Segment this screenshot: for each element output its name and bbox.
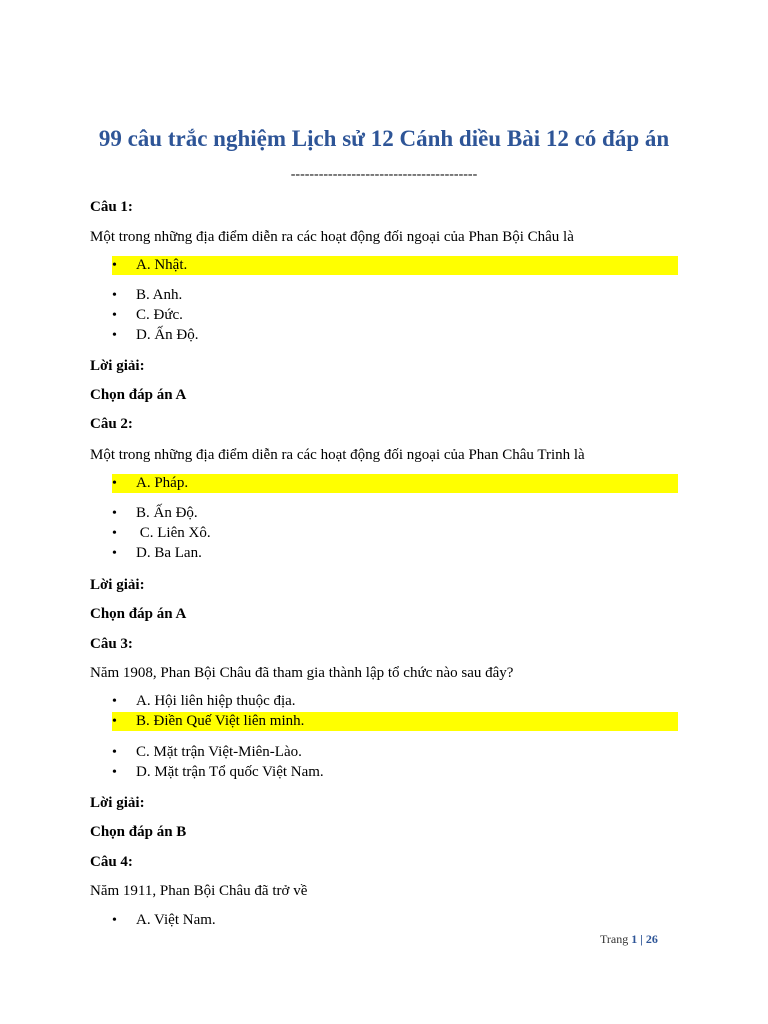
question-3-solution: Chọn đáp án B [90,824,187,840]
option-text: D. Ấn Độ. [136,327,199,343]
bullet-icon: • [112,694,117,709]
bullet-icon: • [112,765,117,780]
bullet-icon: • [112,546,117,561]
question-4-text: Năm 1911, Phan Bội Châu đã trở về [90,883,308,899]
page-word: Trang [600,932,629,946]
total-pages: 26 [645,932,658,946]
bullet-icon: • [112,913,117,928]
question-1-solution-label: Lời giải: [90,358,145,374]
question-1-option-c [112,306,678,325]
question-3-text: Năm 1908, Phan Bội Châu đã tham gia thành lập tổ chức nào sau đây? [90,665,514,681]
question-4-label: Câu 4: [90,854,133,870]
option-text: C. Mặt trận Việt-Miên-Lào. [136,744,302,760]
option-text: C. Liên Xô. [136,525,211,541]
question-1-label: Câu 1: [90,199,133,215]
option-text: D. Mặt trận Tổ quốc Việt Nam. [136,764,324,780]
question-1-option-b [112,286,678,305]
option-text: C. Đức. [136,307,183,323]
bullet-icon: • [112,308,117,323]
bullet-icon: • [112,258,117,273]
bullet-icon: • [112,506,117,521]
option-text: A. Hội liên hiệp thuộc địa. [136,693,296,709]
document-title: 99 câu trắc nghiệm Lịch sử 12 Cánh diều Bài 12 có đáp án [98,126,670,151]
question-2-option-c [112,524,678,543]
question-2-option-b [112,504,678,523]
bullet-icon: • [112,714,117,729]
option-text: A. Nhật. [136,257,188,273]
option-text: A. Việt Nam. [136,912,216,928]
question-1-text: Một trong những địa điểm diễn ra các hoạt động đối ngoại của Phan Bội Châu là [90,229,574,245]
question-3-option-c [112,743,678,762]
question-1-option-a [112,256,678,275]
option-text: A. Pháp. [136,475,189,491]
question-3-option-b [112,712,678,731]
bullet-icon: • [112,745,117,760]
question-3-option-d [112,763,678,782]
question-2-text: Một trong những địa điểm diễn ra các hoạt động đối ngoại của Phan Châu Trinh là [90,447,585,463]
bullet-icon: • [112,476,117,491]
question-2-label: Câu 2: [90,416,133,432]
bullet-icon: • [112,526,117,541]
question-1-solution: Chọn đáp án A [90,387,187,403]
separator-line: ---------------------------------------- [290,167,478,182]
option-text: B. Anh. [136,287,183,303]
option-text: B. Điền Quế Việt liên minh. [136,713,305,729]
page-divider: | [640,932,643,946]
question-3-solution-label: Lời giải: [90,795,145,811]
question-3-option-a [112,692,678,711]
question-3-label: Câu 3: [90,636,133,652]
question-2-option-d [112,544,678,563]
question-2-solution-label: Lời giải: [90,577,145,593]
question-1-option-d [112,326,678,345]
current-page-number: 1 [631,932,638,946]
bullet-icon: • [112,328,117,343]
question-4-option-a [112,911,678,930]
bullet-icon: • [112,288,117,303]
question-2-solution: Chọn đáp án A [90,606,187,622]
question-2-option-a [112,474,678,493]
option-text: B. Ấn Độ. [136,505,198,521]
page-footer [600,931,658,947]
option-text: D. Ba Lan. [136,545,202,561]
